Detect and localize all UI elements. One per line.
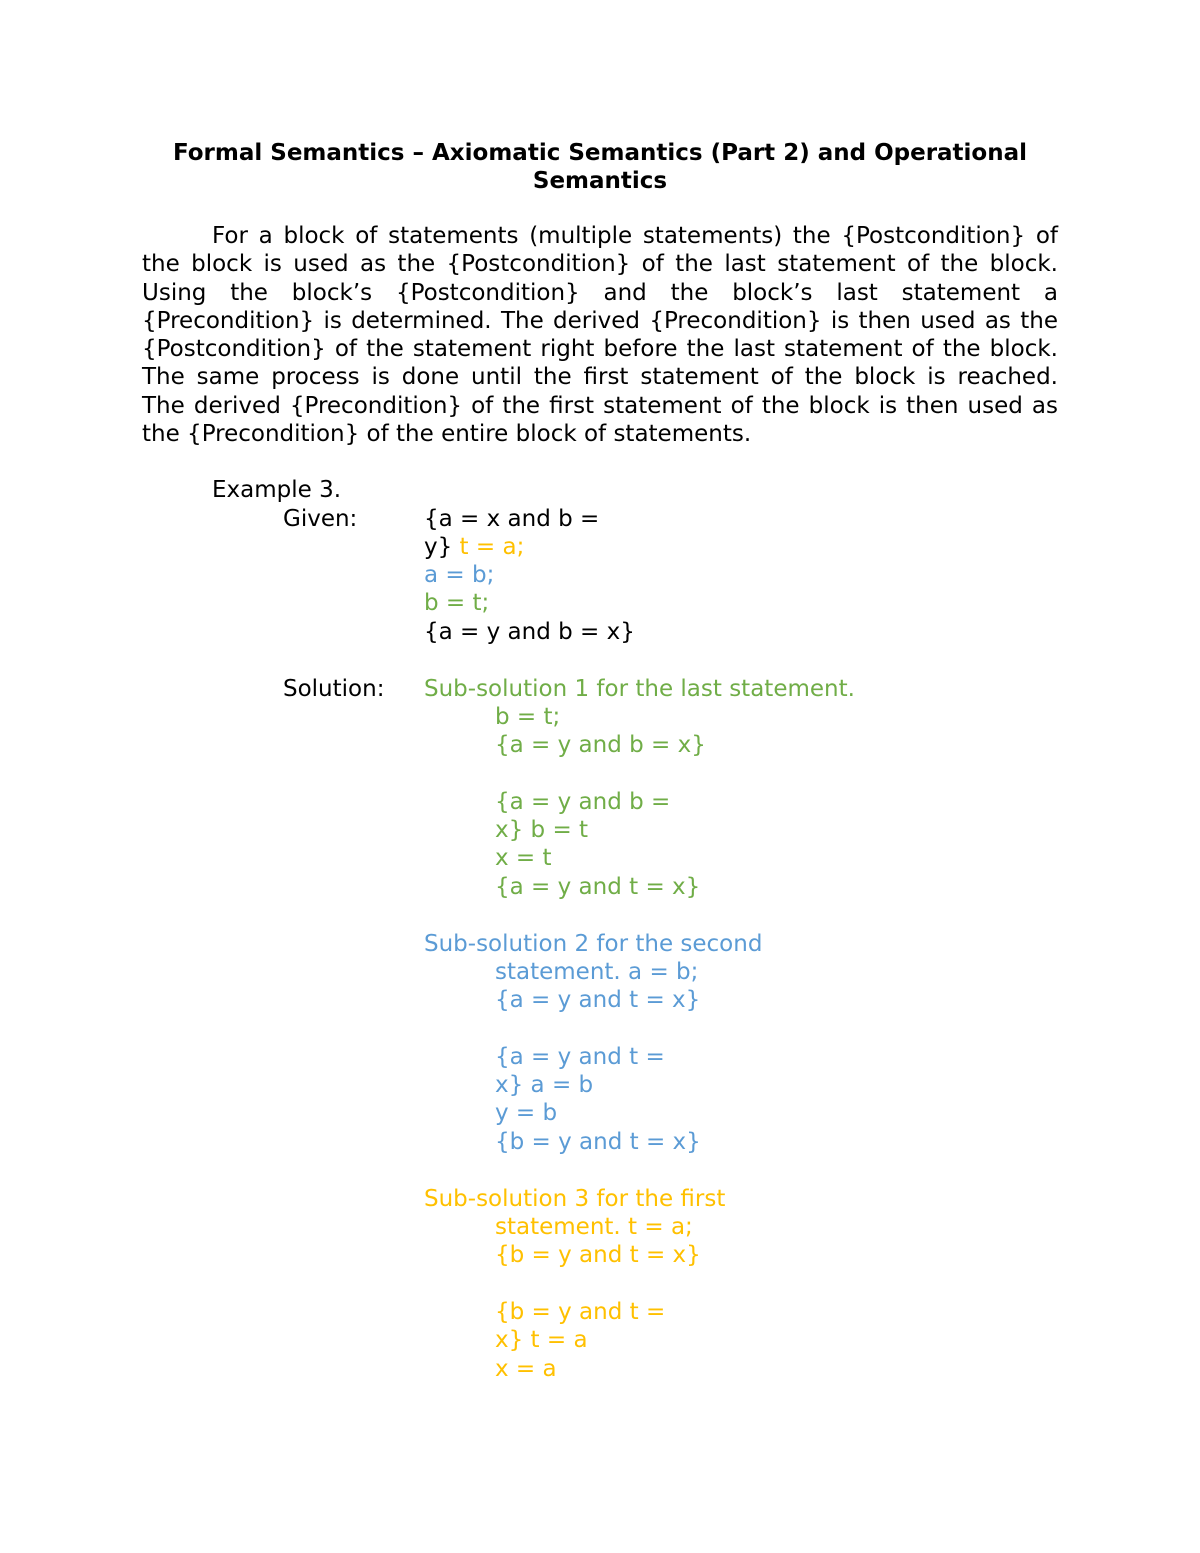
title-line-1: Formal Semantics – Axiomatic Semantics (Part 2) and Operational — [172, 140, 1028, 166]
sub-solution-2-line: y = b — [495, 1100, 558, 1126]
sub-solution-1-line: {a = y and b = — [495, 789, 671, 815]
sub-solution-3-line: {b = y and t = x} — [495, 1242, 701, 1268]
given-precondition-line-1: {a = x and b = — [424, 506, 600, 532]
sub-solution-2-line: {a = y and t = x} — [495, 987, 701, 1013]
page-title — [142, 139, 1058, 195]
paragraph-line: the block is used as the {Postcondition} of the last statement of the block. — [142, 251, 1058, 278]
given-precondition-end: y} — [424, 534, 453, 560]
sub-solution-2-line: x} a = b — [495, 1072, 594, 1098]
sub-solution-3-line: x} t = a — [495, 1327, 588, 1353]
example-heading: Example 3. — [212, 477, 342, 503]
sub-solution-3-line: x = a — [495, 1356, 557, 1382]
sub-solution-1-line: x = t — [495, 845, 552, 871]
given-precondition-line-2 — [424, 533, 524, 561]
given-statement-2: a = b; — [424, 562, 495, 588]
given-statement-1: t = a; — [452, 534, 525, 560]
paragraph-line: {Precondition} is determined. The derived {Precondition} is then used as the — [142, 307, 1058, 334]
given-label: Given: — [283, 506, 358, 532]
sub-solution-1-line: b = t; — [495, 704, 561, 730]
paragraph-line: Using the block’s {Postcondition} and the block’s last statement a — [142, 279, 1058, 306]
paragraph-line: For a block of statements (multiple statements) the {Postcondition} of — [212, 223, 1058, 249]
sub-solution-2-line: {a = y and t = — [495, 1044, 665, 1070]
sub-solution-1-line: {a = y and t = x} — [495, 874, 701, 900]
paragraph-line: the {Precondition} of the entire block of statements. — [142, 421, 752, 448]
solution-label: Solution: — [283, 676, 385, 702]
paragraph-line: The same process is done until the first statement of the block is reached. — [142, 364, 1058, 391]
sub-solution-3-heading: Sub-solution 3 for the first — [424, 1186, 726, 1212]
title-line-2: Semantics — [532, 168, 668, 194]
sub-solution-1-line: {a = y and b = x} — [495, 732, 706, 758]
given-postcondition: {a = y and b = x} — [424, 619, 635, 645]
given-statement-3: b = t; — [424, 590, 490, 616]
intro-paragraph — [142, 222, 1058, 448]
sub-solution-2-line: {b = y and t = x} — [495, 1129, 701, 1155]
sub-solution-3-line: {b = y and t = — [495, 1299, 666, 1325]
sub-solution-2-line: statement. a = b; — [495, 959, 699, 985]
paragraph-line: The derived {Precondition} of the first statement of the block is then used as — [142, 392, 1058, 419]
sub-solution-2-heading: Sub-solution 2 for the second — [424, 931, 763, 957]
sub-solution-1-heading: Sub-solution 1 for the last statement. — [424, 676, 855, 702]
paragraph-line: {Postcondition} of the statement right before the last statement of the block. — [142, 336, 1058, 363]
sub-solution-1-line: x} b = t — [495, 817, 589, 843]
sub-solution-3-line: statement. t = a; — [495, 1214, 693, 1240]
